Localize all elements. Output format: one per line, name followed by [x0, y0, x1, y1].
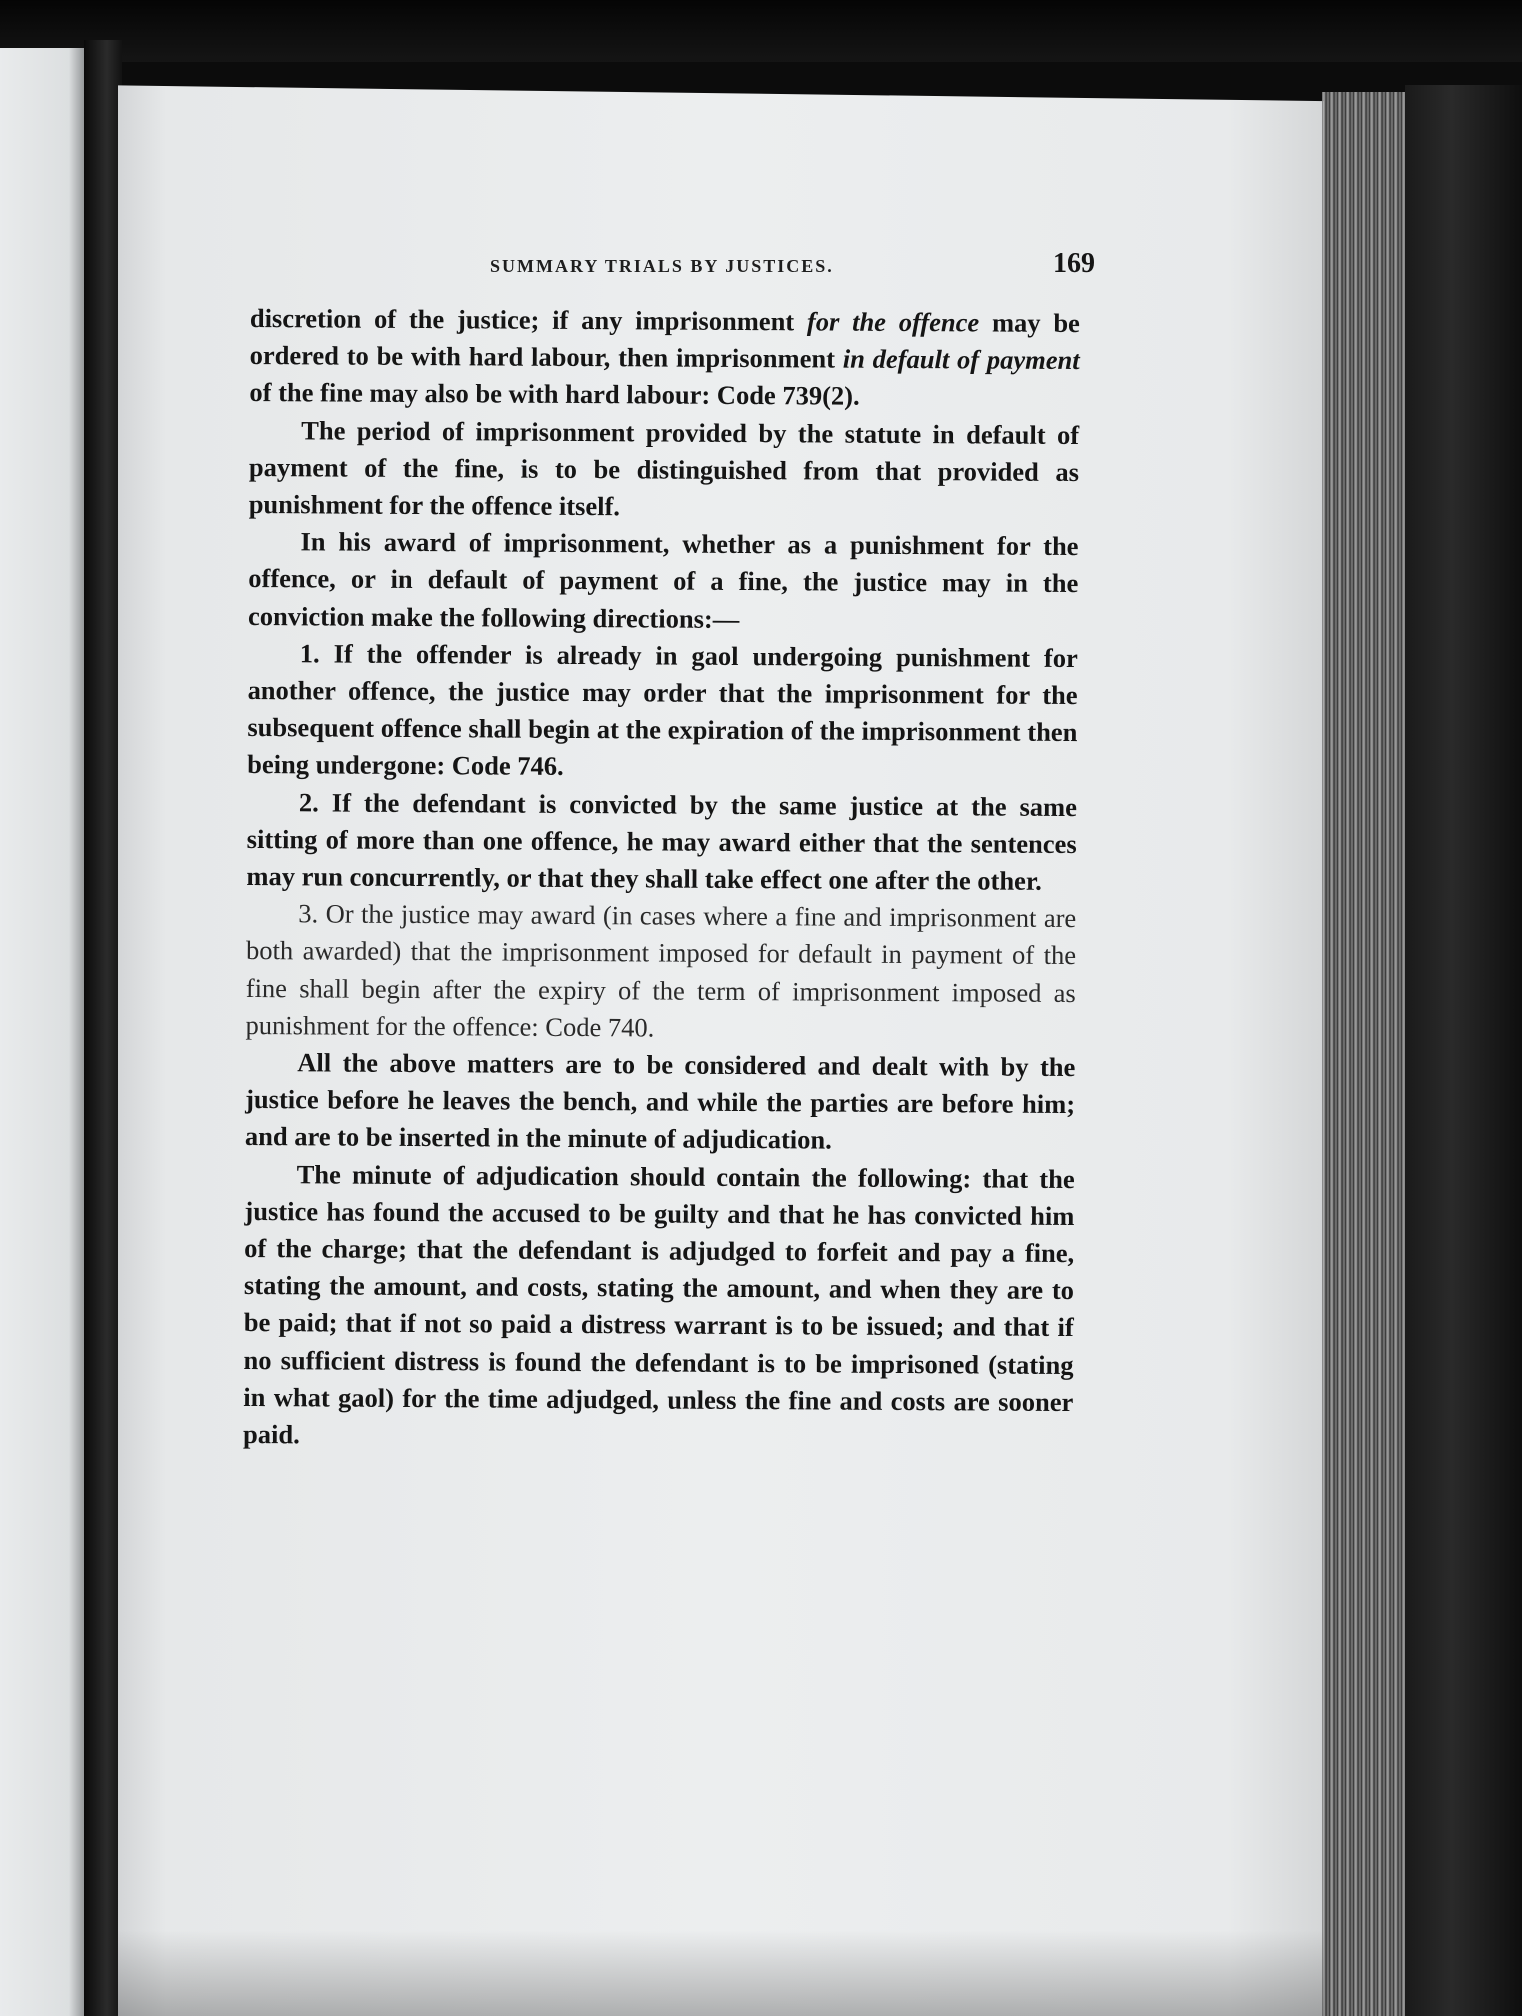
numbered-paragraph [245, 895, 1076, 1049]
emphasis-text: in default of payment [842, 343, 1080, 376]
paragraph-text: may be ordered to be with hard labour, then imprisonment [249, 307, 1080, 374]
paragraph-text: 1. If the offender is already in gaol undergoing punishment for another offence, the justice may order that the imprisonment for the subsequent offence shall begin at the expiration of the imprisonment then being undergone: Code 746. [247, 638, 1078, 782]
running-head [250, 250, 1095, 290]
book-cover-edge [1405, 85, 1522, 2016]
page-block-edges [1322, 92, 1408, 2016]
paragraph-text: of the fine may also be with hard labour: Code 739(2). [249, 377, 860, 412]
paragraph [249, 300, 1080, 417]
numbered-paragraph [246, 784, 1077, 901]
top-shadow [0, 0, 1522, 62]
paragraph-text: The minute of adjudication should contain the following: that the justice has found the accused to be guilty and that he has convicted him of the charge; that the defendant is adjudged to forfeit and pay a fine, stating the amount, and costs, stating the amount, and when they are to be paid; that if not so paid a distress warrant is to be issued; and that if no sufficient distress is found the defendant is to be imprisoned (stating in what gaol) for the time adjudged, unless the fine and costs are sooner paid. [242, 1158, 1075, 1450]
page-bottom-shadow [118, 1930, 1324, 2016]
emphasis-text: for the offence [806, 306, 980, 338]
paragraph-text: 2. If the defendant is convicted by the same justice at the same sitting of more than one offence, he may award either that the sentences may run concurrently, or that they shall take effect one after the other. [246, 786, 1078, 896]
paragraph-text: 3. Or the justice may award (in cases where a fine and imprisonment are both awarded) that the imprisonment imposed for default in payment of the fine shall begin after the expiry of the term of imprisonment imposed as punishment for the offence: Code 740. [245, 898, 1077, 1043]
paragraph [243, 1156, 1075, 1459]
paragraph-text: The period of imprisonment provided by the statute in default of payment of the fine, is to be distinguished from that provided as punishment for the offence itself. [248, 414, 1080, 522]
paragraph-text: discretion of the justice; if any imprisonment [249, 302, 808, 337]
paragraph-text: All the above matters are to be considered and dealt with by the justice before he leaves the bench, and while the parties are before him; and are to be inserted in the minute of adjudication. [244, 1047, 1076, 1156]
paragraph [249, 412, 1080, 529]
paragraph [245, 1044, 1076, 1161]
page-number: 169 [1053, 248, 1095, 279]
book-gutter [84, 40, 122, 2016]
previous-page-edge [0, 48, 86, 2016]
paragraph [248, 523, 1079, 640]
numbered-paragraph [247, 635, 1078, 789]
paragraph-text: In his award of imprisonment, whether as a punishment for the offence, or in default of payment of a fine, the justice may in the conviction make the following directions:— [247, 526, 1079, 634]
page-body [243, 300, 1080, 1458]
running-title: SUMMARY TRIALS BY JUSTICES. [490, 256, 834, 276]
